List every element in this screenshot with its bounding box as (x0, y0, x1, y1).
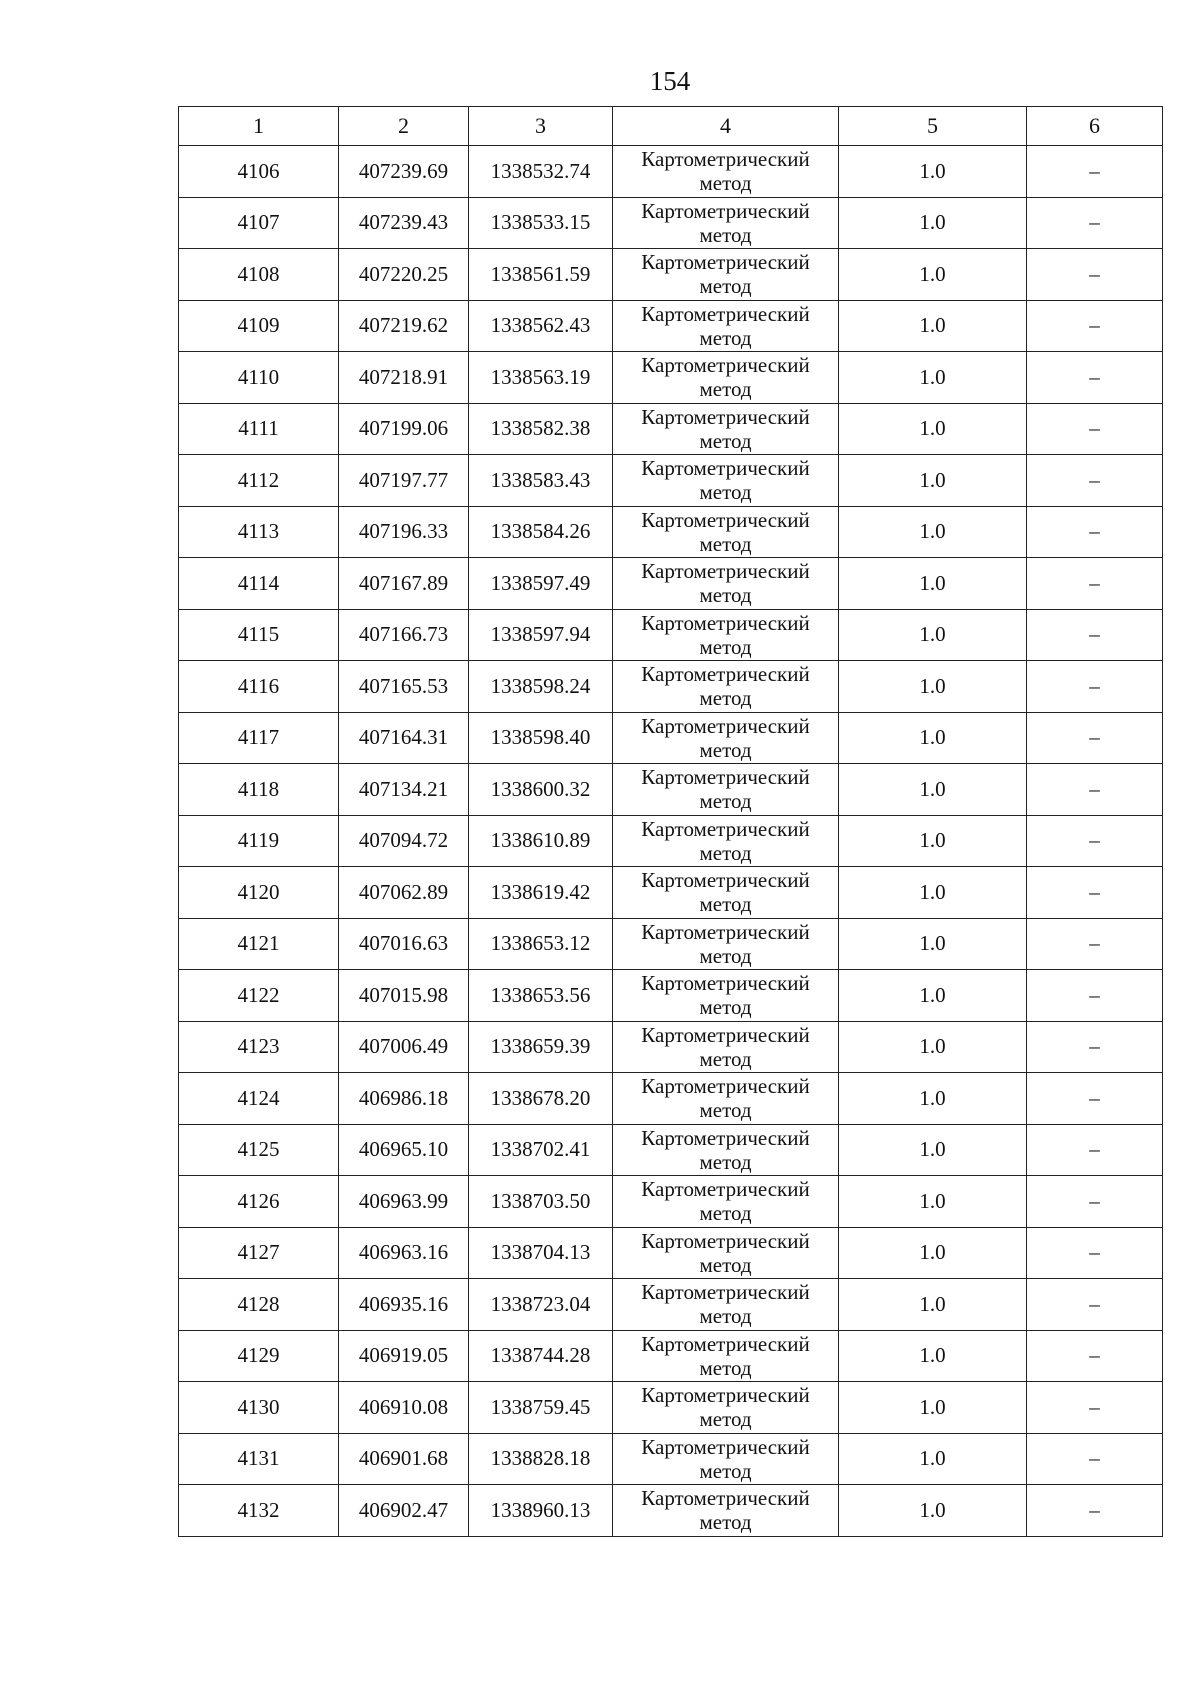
method-cell (613, 867, 839, 919)
x-coordinate-cell: 406963.16 (339, 1227, 469, 1279)
point-number-cell: 4126 (179, 1176, 339, 1228)
method-cell (613, 609, 839, 661)
note-cell: – (1027, 1124, 1163, 1176)
method-cell (613, 249, 839, 301)
precision-cell: 1.0 (839, 867, 1027, 919)
note-cell: – (1027, 712, 1163, 764)
x-coordinate-cell: 407196.33 (339, 506, 469, 558)
note-cell: – (1027, 609, 1163, 661)
method-line-2: метод (699, 892, 752, 917)
point-number-cell: 4124 (179, 1073, 339, 1125)
point-number-cell: 4125 (179, 1124, 339, 1176)
point-number-cell: 4111 (179, 403, 339, 455)
precision-cell: 1.0 (839, 1227, 1027, 1279)
point-number-cell: 4113 (179, 506, 339, 558)
x-coordinate-cell: 407167.89 (339, 558, 469, 610)
y-coordinate-cell: 1338828.18 (469, 1433, 613, 1485)
method-line-1: Картометрический (641, 301, 810, 326)
method-line-2: метод (699, 1252, 752, 1277)
table-row (179, 764, 1163, 816)
method-line-1: Картометрический (641, 1125, 810, 1150)
column-header-3: 3 (469, 107, 613, 146)
method-line-2: метод (699, 737, 752, 762)
y-coordinate-cell: 1338744.28 (469, 1330, 613, 1382)
table-row (179, 918, 1163, 970)
table-row (179, 815, 1163, 867)
note-cell: – (1027, 1330, 1163, 1382)
point-number-cell: 4127 (179, 1227, 339, 1279)
table-row (179, 609, 1163, 661)
precision-cell: 1.0 (839, 146, 1027, 198)
note-cell: – (1027, 403, 1163, 455)
note-cell: – (1027, 1176, 1163, 1228)
y-coordinate-cell: 1338582.38 (469, 403, 613, 455)
point-number-cell: 4115 (179, 609, 339, 661)
precision-cell: 1.0 (839, 1176, 1027, 1228)
note-cell: – (1027, 352, 1163, 404)
table-row (179, 1021, 1163, 1073)
table-row (179, 970, 1163, 1022)
table-row (179, 1073, 1163, 1125)
method-cell (613, 1021, 839, 1073)
method-line-1: Картометрический (641, 610, 810, 635)
x-coordinate-cell: 406910.08 (339, 1382, 469, 1434)
y-coordinate-cell: 1338653.56 (469, 970, 613, 1022)
note-cell: – (1027, 1433, 1163, 1485)
precision-cell: 1.0 (839, 1382, 1027, 1434)
method-line-2: метод (699, 480, 752, 505)
point-number-cell: 4106 (179, 146, 339, 198)
note-cell: – (1027, 815, 1163, 867)
x-coordinate-cell: 407197.77 (339, 455, 469, 507)
table-row (179, 197, 1163, 249)
precision-cell: 1.0 (839, 1124, 1027, 1176)
y-coordinate-cell: 1338619.42 (469, 867, 613, 919)
coordinates-table (178, 106, 1163, 1537)
y-coordinate-cell: 1338532.74 (469, 146, 613, 198)
point-number-cell: 4122 (179, 970, 339, 1022)
method-line-1: Картометрический (641, 1228, 810, 1253)
method-cell (613, 1176, 839, 1228)
method-line-2: метод (699, 1201, 752, 1226)
y-coordinate-cell: 1338659.39 (469, 1021, 613, 1073)
column-header-4: 4 (613, 107, 839, 146)
table-row (179, 1279, 1163, 1331)
method-line-1: Картометрический (641, 1486, 810, 1511)
method-line-1: Картометрический (641, 1331, 810, 1356)
x-coordinate-cell: 406963.99 (339, 1176, 469, 1228)
point-number-cell: 4116 (179, 661, 339, 713)
table-row (179, 1330, 1163, 1382)
y-coordinate-cell: 1338583.43 (469, 455, 613, 507)
method-line-2: метод (699, 1304, 752, 1329)
x-coordinate-cell: 407220.25 (339, 249, 469, 301)
method-line-2: метод (699, 428, 752, 453)
point-number-cell: 4129 (179, 1330, 339, 1382)
note-cell: – (1027, 197, 1163, 249)
method-line-1: Картометрический (641, 765, 810, 790)
method-line-2: метод (699, 840, 752, 865)
x-coordinate-cell: 407016.63 (339, 918, 469, 970)
table-row (179, 1227, 1163, 1279)
table-row (179, 1485, 1163, 1537)
column-header-5: 5 (839, 107, 1027, 146)
point-number-cell: 4118 (179, 764, 339, 816)
method-line-1: Картометрический (641, 507, 810, 532)
table-row (179, 1176, 1163, 1228)
method-cell (613, 1382, 839, 1434)
note-cell: – (1027, 455, 1163, 507)
table-row (179, 1382, 1163, 1434)
method-cell (613, 403, 839, 455)
note-cell: – (1027, 970, 1163, 1022)
method-line-1: Картометрический (641, 816, 810, 841)
note-cell: – (1027, 764, 1163, 816)
table-row (179, 300, 1163, 352)
y-coordinate-cell: 1338723.04 (469, 1279, 613, 1331)
y-coordinate-cell: 1338653.12 (469, 918, 613, 970)
precision-cell: 1.0 (839, 558, 1027, 610)
point-number-cell: 4119 (179, 815, 339, 867)
point-number-cell: 4132 (179, 1485, 339, 1537)
note-cell: – (1027, 918, 1163, 970)
x-coordinate-cell: 407218.91 (339, 352, 469, 404)
column-header-6: 6 (1027, 107, 1163, 146)
y-coordinate-cell: 1338597.94 (469, 609, 613, 661)
method-line-2: метод (699, 1046, 752, 1071)
method-line-1: Картометрический (641, 456, 810, 481)
method-line-2: метод (699, 1458, 752, 1483)
y-coordinate-cell: 1338561.59 (469, 249, 613, 301)
table-body (179, 146, 1163, 1537)
table-row (179, 867, 1163, 919)
table-row (179, 403, 1163, 455)
method-line-2: метод (699, 1149, 752, 1174)
precision-cell: 1.0 (839, 609, 1027, 661)
table-row (179, 558, 1163, 610)
y-coordinate-cell: 1338703.50 (469, 1176, 613, 1228)
method-cell (613, 506, 839, 558)
x-coordinate-cell: 406902.47 (339, 1485, 469, 1537)
method-cell (613, 300, 839, 352)
precision-cell: 1.0 (839, 661, 1027, 713)
method-cell (613, 455, 839, 507)
precision-cell: 1.0 (839, 300, 1027, 352)
y-coordinate-cell: 1338600.32 (469, 764, 613, 816)
x-coordinate-cell: 407134.21 (339, 764, 469, 816)
point-number-cell: 4114 (179, 558, 339, 610)
precision-cell: 1.0 (839, 1485, 1027, 1537)
x-coordinate-cell: 407219.62 (339, 300, 469, 352)
point-number-cell: 4107 (179, 197, 339, 249)
note-cell: – (1027, 1382, 1163, 1434)
method-line-1: Картометрический (641, 404, 810, 429)
method-cell (613, 764, 839, 816)
y-coordinate-cell: 1338563.19 (469, 352, 613, 404)
method-cell (613, 1073, 839, 1125)
note-cell: – (1027, 558, 1163, 610)
method-line-2: метод (699, 1510, 752, 1535)
y-coordinate-cell: 1338598.24 (469, 661, 613, 713)
method-line-1: Картометрический (641, 1022, 810, 1047)
note-cell: – (1027, 146, 1163, 198)
method-line-2: метод (699, 634, 752, 659)
x-coordinate-cell: 406919.05 (339, 1330, 469, 1382)
note-cell: – (1027, 1073, 1163, 1125)
method-cell (613, 197, 839, 249)
precision-cell: 1.0 (839, 970, 1027, 1022)
x-coordinate-cell: 407239.43 (339, 197, 469, 249)
method-cell (613, 970, 839, 1022)
point-number-cell: 4117 (179, 712, 339, 764)
x-coordinate-cell: 407015.98 (339, 970, 469, 1022)
precision-cell: 1.0 (839, 197, 1027, 249)
table-row (179, 249, 1163, 301)
table-row (179, 712, 1163, 764)
method-line-2: метод (699, 531, 752, 556)
x-coordinate-cell: 407199.06 (339, 403, 469, 455)
precision-cell: 1.0 (839, 403, 1027, 455)
note-cell: – (1027, 867, 1163, 919)
method-line-2: метод (699, 377, 752, 402)
table-row (179, 506, 1163, 558)
table-row (179, 455, 1163, 507)
table-row (179, 146, 1163, 198)
precision-cell: 1.0 (839, 455, 1027, 507)
note-cell: – (1027, 661, 1163, 713)
method-line-1: Картометрический (641, 250, 810, 275)
precision-cell: 1.0 (839, 1433, 1027, 1485)
x-coordinate-cell: 407006.49 (339, 1021, 469, 1073)
method-line-1: Картометрический (641, 353, 810, 378)
method-line-1: Картометрический (641, 1280, 810, 1305)
method-cell (613, 1279, 839, 1331)
method-line-1: Картометрический (641, 919, 810, 944)
page-number: 154 (649, 66, 691, 96)
y-coordinate-cell: 1338533.15 (469, 197, 613, 249)
method-line-2: метод (699, 789, 752, 814)
note-cell: – (1027, 1021, 1163, 1073)
x-coordinate-cell: 407165.53 (339, 661, 469, 713)
y-coordinate-cell: 1338704.13 (469, 1227, 613, 1279)
method-line-1: Картометрический (641, 198, 810, 223)
precision-cell: 1.0 (839, 1073, 1027, 1125)
method-line-2: метод (699, 943, 752, 968)
table-header-row (179, 107, 1163, 146)
x-coordinate-cell: 407094.72 (339, 815, 469, 867)
method-cell (613, 352, 839, 404)
table-row (179, 661, 1163, 713)
method-line-1: Картометрический (641, 971, 810, 996)
y-coordinate-cell: 1338960.13 (469, 1485, 613, 1537)
y-coordinate-cell: 1338702.41 (469, 1124, 613, 1176)
method-cell (613, 1485, 839, 1537)
method-cell (613, 1433, 839, 1485)
x-coordinate-cell: 407164.31 (339, 712, 469, 764)
method-line-2: метод (699, 274, 752, 299)
precision-cell: 1.0 (839, 249, 1027, 301)
point-number-cell: 4112 (179, 455, 339, 507)
point-number-cell: 4110 (179, 352, 339, 404)
method-line-2: метод (699, 325, 752, 350)
method-line-1: Картометрический (641, 559, 810, 584)
method-cell (613, 1330, 839, 1382)
precision-cell: 1.0 (839, 1279, 1027, 1331)
method-cell (613, 815, 839, 867)
method-line-1: Картометрический (641, 1074, 810, 1099)
note-cell: – (1027, 300, 1163, 352)
x-coordinate-cell: 406935.16 (339, 1279, 469, 1331)
note-cell: – (1027, 1485, 1163, 1537)
note-cell: – (1027, 249, 1163, 301)
x-coordinate-cell: 407166.73 (339, 609, 469, 661)
method-line-2: метод (699, 583, 752, 608)
precision-cell: 1.0 (839, 352, 1027, 404)
method-line-2: метод (699, 171, 752, 196)
point-number-cell: 4130 (179, 1382, 339, 1434)
method-line-1: Картометрический (641, 1177, 810, 1202)
point-number-cell: 4109 (179, 300, 339, 352)
point-number-cell: 4128 (179, 1279, 339, 1331)
method-cell (613, 146, 839, 198)
point-number-cell: 4120 (179, 867, 339, 919)
y-coordinate-cell: 1338759.45 (469, 1382, 613, 1434)
table-row (179, 1124, 1163, 1176)
table-row (179, 352, 1163, 404)
method-line-1: Картометрический (641, 868, 810, 893)
method-line-1: Картометрический (641, 1434, 810, 1459)
method-line-2: метод (699, 222, 752, 247)
y-coordinate-cell: 1338598.40 (469, 712, 613, 764)
precision-cell: 1.0 (839, 1021, 1027, 1073)
precision-cell: 1.0 (839, 712, 1027, 764)
method-cell (613, 918, 839, 970)
column-header-1: 1 (179, 107, 339, 146)
y-coordinate-cell: 1338584.26 (469, 506, 613, 558)
x-coordinate-cell: 406965.10 (339, 1124, 469, 1176)
y-coordinate-cell: 1338562.43 (469, 300, 613, 352)
precision-cell: 1.0 (839, 1330, 1027, 1382)
y-coordinate-cell: 1338597.49 (469, 558, 613, 610)
x-coordinate-cell: 406986.18 (339, 1073, 469, 1125)
precision-cell: 1.0 (839, 506, 1027, 558)
method-line-2: метод (699, 1407, 752, 1432)
y-coordinate-cell: 1338678.20 (469, 1073, 613, 1125)
x-coordinate-cell: 407062.89 (339, 867, 469, 919)
column-header-2: 2 (339, 107, 469, 146)
note-cell: – (1027, 1227, 1163, 1279)
method-line-2: метод (699, 1355, 752, 1380)
method-line-2: метод (699, 686, 752, 711)
note-cell: – (1027, 1279, 1163, 1331)
point-number-cell: 4131 (179, 1433, 339, 1485)
point-number-cell: 4123 (179, 1021, 339, 1073)
table-row (179, 1433, 1163, 1485)
method-line-2: метод (699, 1098, 752, 1123)
precision-cell: 1.0 (839, 764, 1027, 816)
method-cell (613, 558, 839, 610)
precision-cell: 1.0 (839, 815, 1027, 867)
method-cell (613, 1124, 839, 1176)
method-line-1: Картометрический (641, 662, 810, 687)
x-coordinate-cell: 407239.69 (339, 146, 469, 198)
method-cell (613, 661, 839, 713)
y-coordinate-cell: 1338610.89 (469, 815, 613, 867)
x-coordinate-cell: 406901.68 (339, 1433, 469, 1485)
method-cell (613, 1227, 839, 1279)
point-number-cell: 4108 (179, 249, 339, 301)
method-cell (613, 712, 839, 764)
note-cell: – (1027, 506, 1163, 558)
method-line-1: Картометрический (641, 147, 810, 172)
point-number-cell: 4121 (179, 918, 339, 970)
method-line-2: метод (699, 995, 752, 1020)
method-line-1: Картометрический (641, 713, 810, 738)
method-line-1: Картометрический (641, 1383, 810, 1408)
precision-cell: 1.0 (839, 918, 1027, 970)
